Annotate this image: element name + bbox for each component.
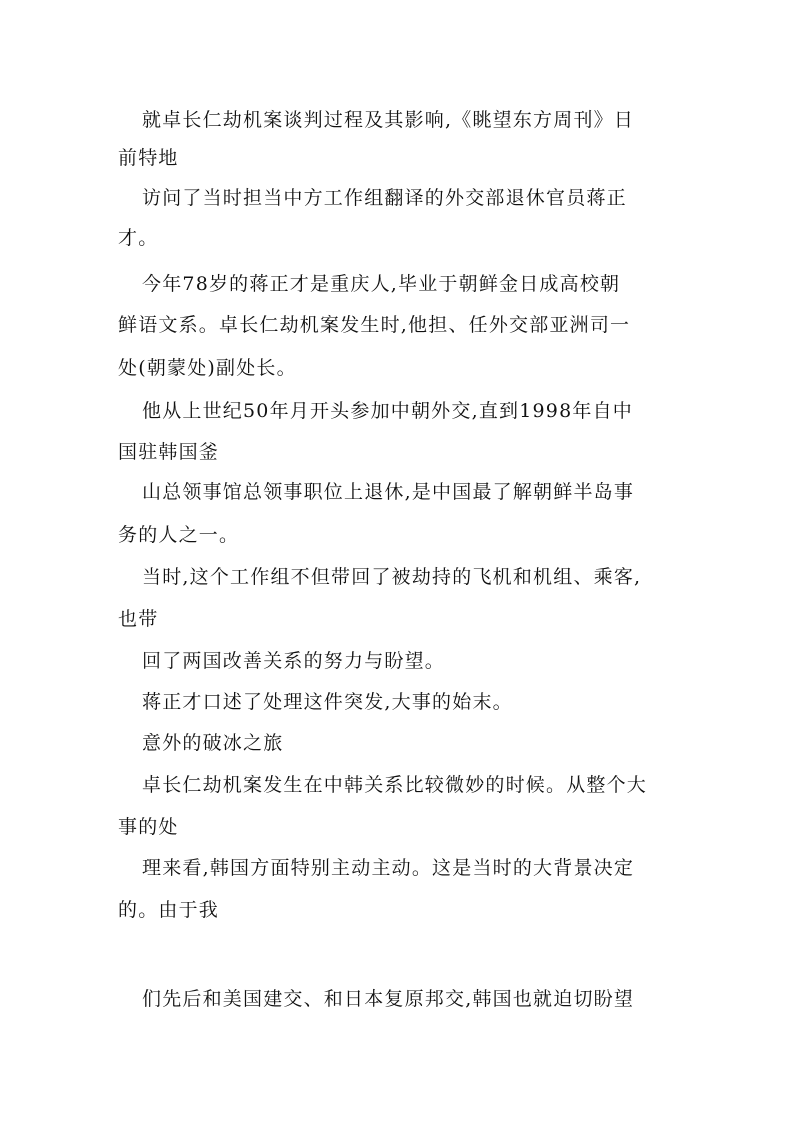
text-line: 务的人之一。 [118,524,240,546]
text-line: 事的处 [118,816,179,838]
text-line: 理来看,韩国方面特别主动主动。这是当时的大背景决定 [142,857,635,879]
text-line: 蒋正才口述了处理这件突发,大事的始末。 [142,691,513,713]
text-line: 山总领事馆总领事职位上退休,是中国最了解朝鲜半岛事 [142,481,635,503]
text-line: 的。由于我 [118,899,220,921]
text-line: 今年78岁的蒋正才是重庆人,毕业于朝鲜金日成高校朝 [142,273,621,295]
text-line: 当时,这个工作组不但带回了被劫持的飞机和机组、乘客, [142,566,642,588]
text-line: 们先后和美国建交、和日本复原邦交,韩国也就迫切盼望 [142,988,635,1010]
text-line: 卓长仁劫机案发生在中韩关系比较微妙的时候。从整个大 [142,774,648,796]
text-line: 回了两国改善关系的努力与盼望。 [142,650,446,672]
text-line: 访问了当时担当中方工作组翻译的外交部退休官员蒋正 [142,187,627,209]
text-line: 意外的破冰之旅 [142,732,284,754]
text-line: 也带 [118,608,159,630]
text-line: 处(朝蒙处)副处长。 [118,357,297,379]
text-line: 就卓长仁劫机案谈判过程及其影响,《眺望东方周刊》日 [142,109,635,131]
text-line: 国驻韩国釜 [118,441,220,463]
text-line: 前特地 [118,147,179,169]
text-line: 才。 [118,227,159,249]
text-line: 鲜语文系。卓长仁劫机案发生时,他担、任外交部亚洲司一 [118,314,631,336]
text-line: 他从上世纪50年月开头参加中朝外交,直到1998年自中 [142,400,633,422]
